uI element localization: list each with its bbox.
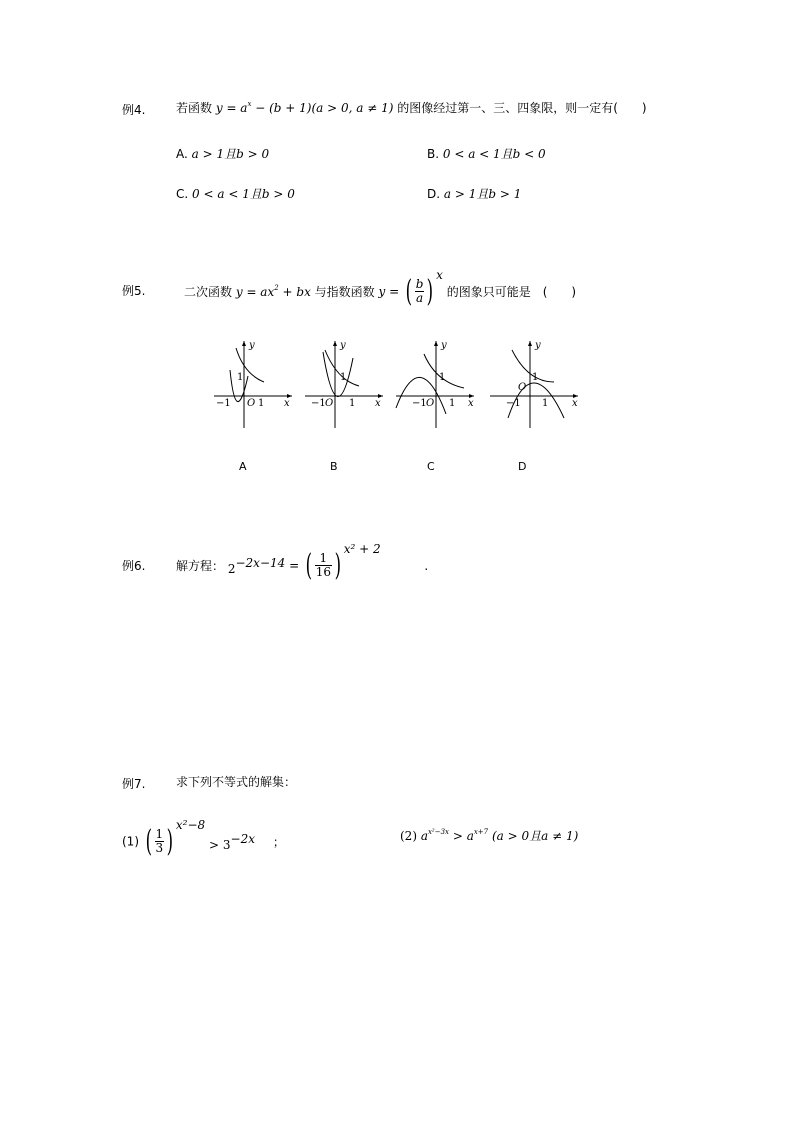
graph-a-x-label: x xyxy=(284,398,290,409)
graph-b-tick-neg1: −1 xyxy=(311,398,326,409)
ex7-p2-condition: (a > 0且a ≠ 1) xyxy=(491,829,579,843)
graph-d-x-label: x xyxy=(572,398,578,409)
graph-d-tick-neg1: −1 xyxy=(506,398,521,409)
ex5-fraction: $\frac{b}{a}$ xyxy=(415,277,424,305)
graph-d-tick-1: 1 xyxy=(542,398,549,409)
graph-c-origin: O xyxy=(426,398,435,409)
graph-c-caption: C xyxy=(427,460,435,473)
graph-b-x-label: x xyxy=(375,398,381,409)
graph-c-y-label: y xyxy=(441,340,447,351)
graph-b-caption: B xyxy=(330,460,338,473)
ex6-base: $2^{-2x-14}$ xyxy=(227,555,286,576)
graph-b-one-label: 1 xyxy=(340,372,347,383)
graph-a-tick-1: 1 xyxy=(258,398,265,409)
ex4-option-d: D. a > 1且b > 1 xyxy=(427,187,522,201)
graph-c-one-label: 1 xyxy=(439,372,446,383)
ex5-exponential: y = xyxy=(378,284,400,299)
graph-d xyxy=(488,338,580,430)
example-6-question: 解方程： $2^{-2x-14}$ = ( $\frac{1}{16}$ ) $^{x^2 + 2}$ . xyxy=(176,542,429,583)
ex4-pre: 若函数 xyxy=(176,101,213,115)
example-4-question xyxy=(176,99,647,116)
ex4-option-c: C. 0 < a < 1且b > 0 xyxy=(176,187,295,201)
graph-b-tick-1: 1 xyxy=(349,398,356,409)
graph-a xyxy=(212,338,296,430)
graph-b xyxy=(303,338,387,430)
graph-d-origin: O xyxy=(518,382,527,393)
graph-a-caption: A xyxy=(239,460,247,473)
ex7-part-2: (2) $a^{x^2-3x} > a^{x+7}$ (a > 0且a ≠ 1) xyxy=(400,828,579,843)
ex6-fraction: $\frac{1}{16}$ xyxy=(315,551,331,579)
ex4-post: 的图像经过第一、三、四象限，则一定有( ) xyxy=(397,101,647,115)
example-5-label: 例5. xyxy=(122,284,146,298)
graph-c xyxy=(394,338,478,430)
ex5-quadratic: $y = ax^2$ + bx xyxy=(235,284,311,299)
graph-c-x-label: x xyxy=(468,398,474,409)
example-7-title: 求下列不等式的解集： xyxy=(176,775,297,789)
graph-a-y-label: y xyxy=(249,340,255,351)
graph-a-tick-neg1: −1 xyxy=(216,398,231,409)
ex4-option-a: A. a > 1且b > 0 xyxy=(176,147,270,161)
graph-d-caption: D xyxy=(518,460,527,473)
graph-a-origin: O xyxy=(247,398,256,409)
graph-d-y-label: y xyxy=(535,340,541,351)
ex7-p1-fraction: $\frac{1}{3}$ xyxy=(155,827,164,855)
graph-b-origin: O xyxy=(325,398,334,409)
graph-c-tick-neg1: −1 xyxy=(412,398,427,409)
graph-b-y-label: y xyxy=(340,340,346,351)
example-4-label: 例4. xyxy=(122,103,146,117)
example-5-question: 二次函数 $y = ax^2$ + bx 与指数函数 y = ( $\frac{b}{a}$ ) $^x$ 的图象只可能是 ( ) xyxy=(184,268,577,309)
example-6-label: 例6. xyxy=(122,559,146,573)
graph-d-one-label: 1 xyxy=(532,372,539,383)
ex7-part-1: (1) ( $\frac{1}{3}$ ) $^{x^2-8} > 3^{-2x}$ ； xyxy=(122,818,285,859)
example-7-label: 例7. xyxy=(122,777,146,791)
graph-a-one-label: 1 xyxy=(237,372,244,383)
ex4-formula: $y = a^x - (b + 1)(a > 0$, a ≠ 1) xyxy=(215,100,394,115)
graph-c-tick-1: 1 xyxy=(449,398,456,409)
ex7-p2-inequality: $a^{x^2-3x} > a^{x+7}$ xyxy=(420,828,489,843)
ex4-option-b: B. 0 < a < 1且b < 0 xyxy=(427,147,546,161)
